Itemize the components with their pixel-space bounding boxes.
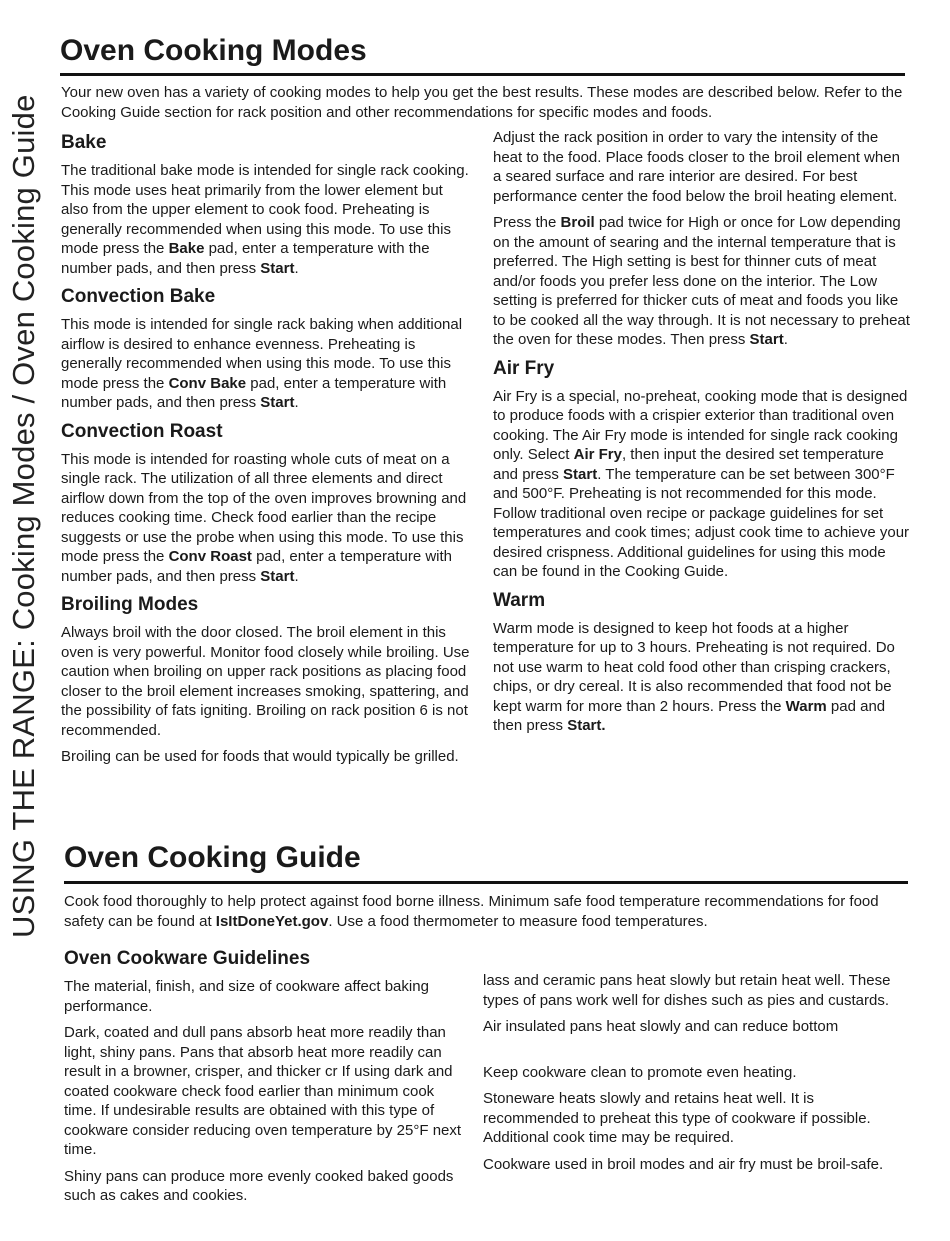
cookware-text-1: The material, finish, and size of cookware affect baking performance. — [64, 978, 429, 1015]
cookware-text-4: lass and ceramic pans heat slowly but retain heat well. These types of pans work well for dishes such as pies and custards. — [483, 972, 891, 1009]
broil-text-4: Press the Broil pad twice for High or once for Low depending on the amount of searing and the internal temperature that is preferred. The High setting is best for thinner cuts of meat and/or foods you prefer less done on the interior. The Low setting is preferred for thicker cuts of meat and foods you like to be cooked all the way through. It is not necessary to preheat the oven for these modes. Then press Start. — [493, 214, 910, 348]
cookware-text-3: Shiny pans can produce more evenly cooked baked goods such as cakes and cookies. — [64, 1167, 454, 1204]
cookware-text-2: Dark, coated and dull pans absorb heat more readily than light, shiny pans. Pans that absorb heat more readily can result in a browner, crisper, and thicker cr If using dark and coated cookware check food earlier than minimum cook time. If undesirable results are obtained with this type of cookware consider reducing oven temperature by 25°F next time. — [64, 1024, 462, 1158]
cookware-text-7: Stoneware heats slowly and retains heat well. It is recommended to preheat this type of cookware if possible. Additional cook time may be required. — [483, 1090, 871, 1146]
air-fry-text: Air Fry is a special, no-preheat, cooking mode that is designed to produce foods with a crispier exterior than traditional oven cooking. The Air Fry mode is intended for single rack cooking only. Select Air Fry, then input the desired set temperature and press Start. The temperature can be set between 300°F and 500°F. Preheating is not recommended for this mode. Follow traditional oven recipe or package guidelines for set temperatures and cook times; adjust cook time to achieve your desired crispness. Additional guidelines for using this mode can be found in the Cooking Guide. — [493, 387, 910, 580]
side-title-band — [6, 0, 46, 940]
conv-bake-text: This mode is intended for single rack baking when additional airflow is desired to enhance evenness. Preheating is generally recommended when using this mode. To use this mode press the Conv Bake pad, enter a temperature with number pads, and then press Start. — [61, 316, 463, 411]
guide-title-rule — [64, 881, 908, 884]
conv-roast-heading: Convection Roast — [61, 420, 223, 442]
cookware-heading: Oven Cookware Guidelines — [64, 948, 311, 969]
conv-roast-text: This mode is intended for roasting whole cuts of meat on a single rack. The utilization of all three elements and direct airflow down from the top of the oven improves browning and reduces cooking time. Check food earlier than the recipe suggests or use the probe when using this mode. To use this mode press the Conv Roast pad, enter a temperature with number pads, and then press Start. — [61, 450, 467, 585]
modes-left-column — [61, 131, 473, 774]
broil-text-3: Adjust the rack position in order to vary the intensity of the heat to the food. Place foods closer to the broil element when a seared surface and rare interior are desired. For best performance center the food below the broil heating element. — [493, 129, 900, 205]
bake-text: The traditional bake mode is intended for single rack cooking. This mode uses heat primarily from the lower element but also from the upper element to cook food. Preheating is generally recommended when using this mode. To use this mode press the Bake pad, enter a temperature with the number pads, and then press Start. — [61, 162, 469, 277]
cookware-text-5: Air insulated pans heat slowly and can reduce bottom — [483, 1018, 839, 1035]
broil-heading: Broiling Modes — [61, 594, 199, 615]
broil-text-1: Always broil with the door closed. The broil element in this oven is very powerful. Monitor food closely while broiling. Use caution when broiling on upper rack positions as placing food closer to the broil element increases smoking, spattering, and the possibility of fats igniting. Broiling on rack position 6 is not recommended. — [61, 624, 470, 739]
warm-heading: Warm — [493, 589, 546, 611]
cookware-text-6: Keep cookware clean to promote even heating. — [483, 1063, 797, 1081]
warm-text: Warm mode is designed to keep hot foods at a higher temperature for up to 3 hours. Preheating is not required. Do not use warm to heat cold food other than crisping crackers, chips, or dry cereal. It is also recommended that food not be kept warm for more than 2 hours. Press the Warm pad and then press Start. — [493, 619, 895, 734]
air-fry-heading: Air Fry — [493, 357, 555, 379]
modes-title: Oven Cooking Modes — [60, 34, 367, 67]
cookware-text-8: Cookware used in broil modes and air fry must be broil-safe. — [483, 1155, 884, 1173]
guide-title: Oven Cooking Guide — [64, 841, 361, 874]
broil-text-2: Broiling can be used for foods that would typically be grilled. — [61, 748, 459, 765]
guide-intro: Cook food thoroughly to help protect against food borne illness. Minimum safe food temperature recommendations for food safety can be found at IsItDoneYet.gov. Use a food thermometer to measure food temperatures. — [64, 893, 879, 930]
modes-intro: Your new oven has a variety of cooking modes to help you get the best results. These modes are described below. Refer to the Cooking Guide section for rack position and other recommendations for specific modes and foods. — [61, 84, 903, 121]
cookware-right-column — [483, 971, 898, 1181]
cookware-left-column — [64, 947, 464, 1213]
side-title: USING THE RANGE: Cooking Modes / Oven Cooking Guide — [6, 94, 41, 938]
modes-right-column — [493, 128, 911, 743]
conv-bake-heading: Convection Bake — [61, 286, 216, 307]
bake-heading: Bake — [61, 132, 107, 153]
modes-title-rule — [60, 73, 905, 76]
